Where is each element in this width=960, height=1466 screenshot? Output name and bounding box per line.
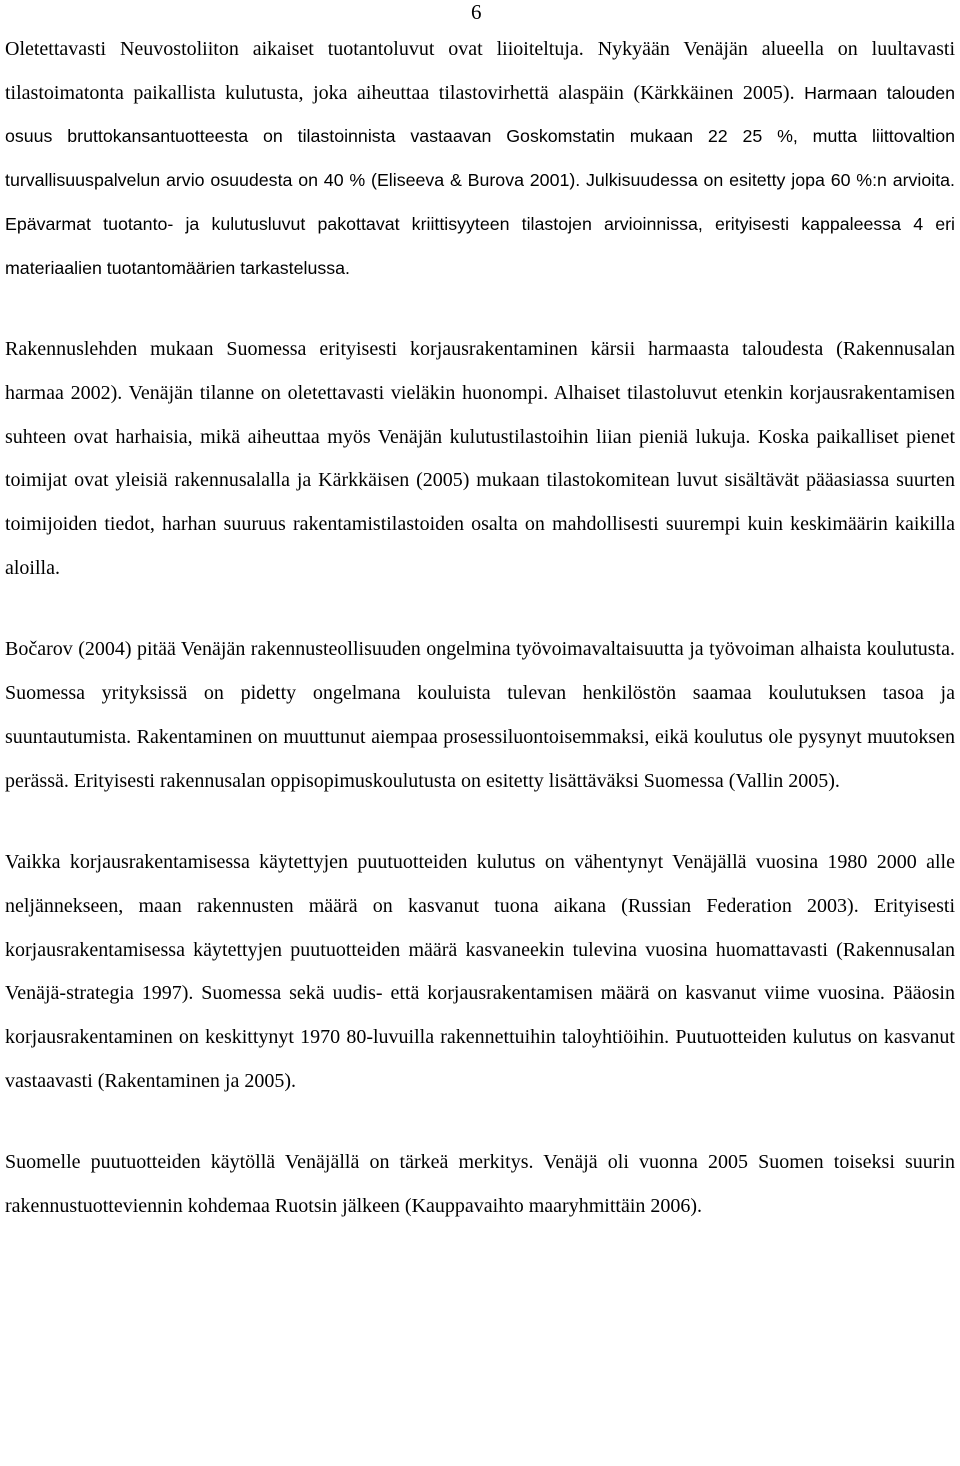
paragraph-2: Rakennuslehden mukaan Suomessa erityisesti korjausrakentaminen kärsii harmaasta taloudesta (Rakennusalan harmaa 2002). Venäjän tilanne on oletettavasti vieläkin huonompi. Alhaiset tilastoluvut etenkin korjausrakentamisen suhteen ovat harhaisia, mikä aiheuttaa myös Venäjän kulutustilastoihin liian pieniä lukuja. Koska paikalliset pienet toimijat ovat yleisiä rakennusalalla ja Kärkkäisen (2005) mukaan tilastokomitean luvut sisältävät pääasiassa suurten toimijoiden tiedot, harhan suuruus rakentamistilastoiden osalta on mahdollisesti suurempi kuin keskimäärin kaikilla aloilla. [5,338,955,579]
paragraph-5: Suomelle puutuotteiden käytöllä Venäjällä on tärkeä merkitys. Venäjä oli vuonna 2005 Suomen toiseksi suurin rakennustuotteviennin kohdemaa Ruotsin jälkeen (Kauppavaihto maaryhmittäin 2006). [5,1151,955,1218]
page-number: 6 [471,0,482,24]
paragraph-3: Bočarov (2004) pitää Venäjän rakennusteollisuuden ongelmina työvoimavaltaisuutta ja työvoiman alhaista koulutusta. Suomessa yrityksissä on pidetty ongelmana kouluista tulevan henkilöstön saamaa koulutuksen tasoa ja suuntautumista. Rakentaminen on muuttunut aiempaa prosessiluontoisemmaksi, eikä koulutus ole pysynyt muutoksen perässä. Erityisesti rakennusalan oppisopimuskoulutusta on esitetty lisättäväksi Suomessa (Vallin 2005). [5,638,955,792]
paragraph-1 [5,28,955,290]
paragraph-4: Vaikka korjausrakentamisessa käytettyjen puutuotteiden kulutus on vähentynyt Venäjällä vuosina 1980 2000 alle neljännekseen, maan rakennusten määrä on kasvanut tuona aikana (Russian Federation 2003). Erityisesti korjausrakentamisessa käytettyjen puutuotteiden määrä kasvaneekin tulevina vuosina huomattavasti (Rakennusalan Venäjä-strategia 1997). Suomessa sekä uudis- että korjausrakentamisen määrä on kasvanut viime vuosina. Pääosin korjausrakentaminen on keskittynyt 1970 80-luvuilla rakennettuihin taloyhtiöihin. Puutuotteiden kulutus on kasvanut vastaavasti (Rakentaminen ja 2005). [5,851,955,1092]
paragraph-1-sans-text: Harmaan talouden osuus bruttokansantuotteesta on tilastoinnista vastaavan Goskomstatin mukaan 22 25 %, mutta liittovaltion turvallisuuspalvelun arvio osuudesta on 40 % (Eliseeva & Burova 2001). Julkisuudessa on esitetty jopa 60 %:n arvioita. Epävarmat tuotanto- ja kulutusluvut pakottavat kriittisyyteen tilastojen arvioinnissa, erityisesti kappaleessa 4 eri materiaalien tuotantomäärien tarkastelussa. [5,82,955,278]
paragraph-1-lead-text: Oletettavasti Neuvostoliiton aikaiset tuotantoluvut ovat liioiteltuja. Nykyään Venäjän alueella on luultavasti tilastoimatonta paikallista kulutusta, joka aiheuttaa tilastovirhettä alaspäin (Kärkkäinen 2005). [5,38,955,104]
document-body [5,28,955,1229]
